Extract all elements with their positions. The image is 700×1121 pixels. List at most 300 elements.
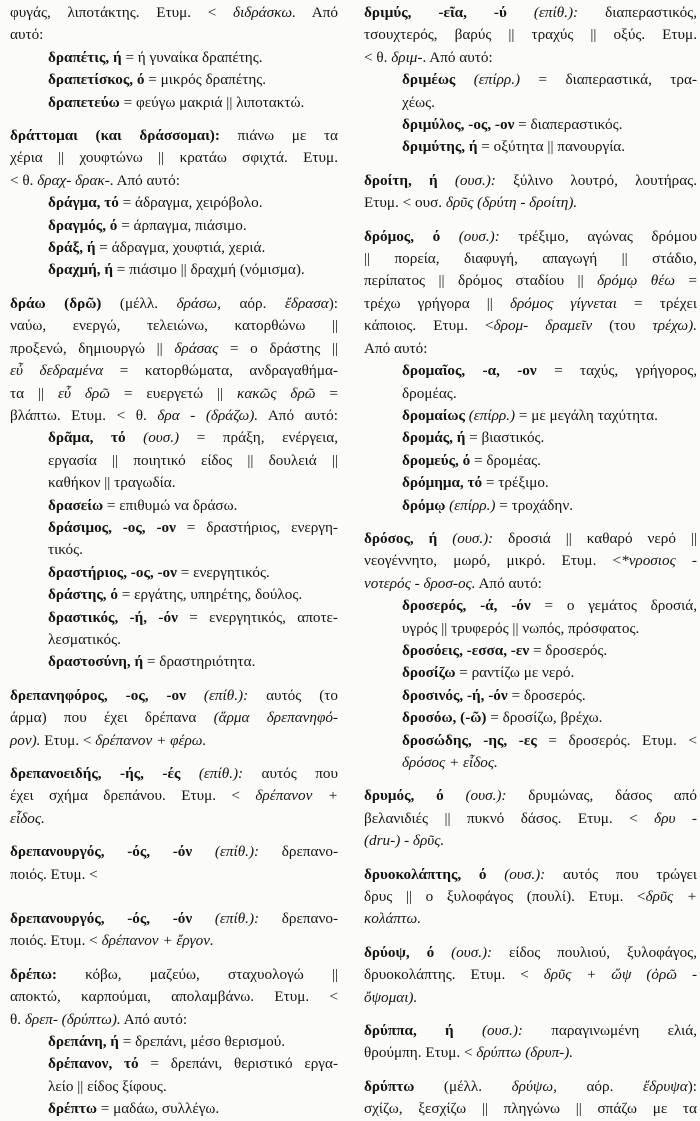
sub-entry-line (364, 69, 697, 91)
entry-spacer (10, 953, 338, 964)
sub-entry-line (364, 92, 697, 114)
entry-line (10, 808, 338, 830)
italic-text: δράσω, (176, 294, 221, 312)
headword: δρασείω (48, 496, 104, 514)
headword: δρύοψ, ό (364, 943, 435, 961)
headword: δρέπω: (10, 965, 57, 983)
definition-text: ναύω, ενεργώ, τελειώνω, κατορθώνω || (10, 317, 338, 335)
sub-entry-line (364, 495, 697, 517)
headword: δρόμῳ (402, 496, 446, 514)
definition-text: = οξύτητα || πανουργία. (477, 138, 626, 156)
italic-text: δρέπανον + (255, 787, 338, 805)
definition-text: σχίζω, ξεσχίζω || πληγώνω || σπάζω με τα (364, 1100, 697, 1118)
definition-text: = τρέχει (616, 294, 697, 312)
definition-text: = ενεργητικός, αποτε- (177, 608, 338, 626)
headword: δρόσος, ή (364, 529, 438, 547)
entry-line (364, 964, 697, 986)
sub-entry-line (10, 651, 338, 673)
italic-text: (ουσ.): (465, 787, 507, 805)
headword: δρεπανουργός, -ός, -όν (10, 843, 193, 861)
definition-text (507, 4, 534, 21)
italic-text: (ουσ.): (481, 1022, 523, 1040)
italic-text: (επίθ.): (198, 765, 244, 782)
definition-text: Από αυτό: (258, 406, 338, 424)
headword: δριμύς, -εῖα, -ύ (364, 4, 507, 21)
definition-text: = φεύγω μακριά || λιποτακτώ. (119, 93, 305, 111)
entry-line (364, 192, 697, 214)
definition-text: ): (328, 294, 338, 312)
definition-text: || πορεία, διαφυγή, απαγωγή || στάδιο, (364, 250, 697, 268)
entry-line (364, 315, 697, 337)
definition-text: = ενεργητικός. (176, 563, 270, 581)
entry-line (364, 908, 697, 930)
definition-text: αόρ. (220, 294, 285, 312)
definition-text: προξενώ, δημιουργώ || (10, 339, 175, 357)
headword: δράω (δρῶ) (10, 294, 102, 312)
definition-text: βλάπτω. Ετυμ. < θ. (10, 406, 158, 424)
entry-line (10, 383, 338, 405)
entry-line (10, 841, 338, 863)
italic-text: κακῶς δρῶ (237, 384, 316, 402)
headword: δρύπτω (364, 1077, 415, 1095)
definition-text: = εργάτης, υπηρέτης, δούλος. (117, 586, 303, 604)
definition-text (455, 71, 473, 88)
definition-text: αόρ. (556, 1077, 643, 1095)
italic-text: (επίρρ.) (468, 406, 516, 424)
sub-entry-line (364, 360, 697, 382)
entry-line (10, 930, 338, 952)
entry-line (10, 864, 338, 886)
headword: δροσίζω (402, 664, 456, 682)
entry-line (364, 2, 697, 24)
entry-line (364, 528, 697, 550)
entry-line (364, 830, 697, 852)
italic-text: (ουσ.): (458, 227, 500, 245)
definition-text: αυτός που (243, 765, 338, 782)
entry-spacer (364, 1009, 697, 1020)
definition-text: = δροσερός. (529, 641, 608, 659)
headword: δραγμός, ό (48, 216, 118, 234)
sub-entry-line (10, 1053, 338, 1075)
definition-text: Από αυτό: (120, 1010, 188, 1028)
definition-text: τα || (10, 384, 58, 402)
definition-text: δρυμώνας, δάσος από (506, 787, 697, 805)
sub-entry-line (364, 730, 697, 752)
headword: δρομεύς, ό (402, 451, 471, 469)
entry-line (10, 315, 338, 337)
italic-text: δρῦς (δρύτη - δροίτη). (445, 194, 578, 212)
headword: δράσιμος, -ος, -ον (48, 518, 176, 536)
definition-text (186, 687, 204, 704)
entry-line (364, 573, 697, 595)
italic-text: (ουσ.) (143, 429, 180, 447)
definition-text: = βιαστικός. (465, 429, 545, 447)
sub-entry-line (364, 707, 697, 729)
sub-entry-line (10, 539, 338, 561)
sub-entry-line (10, 215, 338, 237)
entry-line (10, 125, 338, 147)
definition-text: ξύλινο λουτρό, λουτήρας. (495, 171, 697, 189)
sub-entry-line (10, 1031, 338, 1053)
headword: δριμέως (402, 71, 456, 89)
headword: δραστήριος, -ος, -ον (48, 563, 177, 581)
definition-text: τσουχτερός, βαρύς || τραχύς || οξύς. Ετυμ. (364, 26, 697, 44)
definition-text: < θ. (364, 48, 392, 66)
headword: δρομαῖος, -α, -ον (402, 362, 537, 380)
definition-text: βελανιδιές || πυκνό δάσος. Ετυμ. < (364, 809, 655, 827)
sub-entry-line (10, 562, 338, 584)
headword: δρυοκολάπτης, ό (364, 865, 487, 883)
entry-spacer (10, 114, 338, 125)
headword: δράττομαι (και δράσσομαι): (10, 127, 220, 145)
definition-text (126, 429, 144, 446)
definition-text: = πιάσιμο || δραχμή (νόμισμα). (112, 261, 305, 279)
sub-entry-line (364, 383, 697, 405)
entry-line (10, 24, 338, 46)
definition-text: = ο δράστης || (218, 339, 338, 357)
headword: δρόμος, ό (364, 227, 441, 245)
definition-text: = με μεγάλη ταχύτητα. (515, 406, 658, 424)
definition-text: φυγάς, λιποτάκτης. Ετυμ. < (10, 4, 234, 21)
entry-line (364, 293, 697, 315)
definition-text: Ετυμ. < (40, 731, 96, 749)
definition-text: = ταχύς, γρήγορος, (536, 362, 698, 380)
sub-entry-line (10, 1076, 338, 1098)
definition-text: = διαπεραστικός. (514, 116, 623, 134)
entry-line (364, 1020, 697, 1042)
definition-text (438, 172, 455, 189)
headword: δρέπτω (48, 1100, 97, 1118)
definition-text: = δροσίζω, βρέχω. (486, 709, 603, 727)
sub-entry-line (10, 584, 338, 606)
definition-text: = δρομέας. (470, 451, 541, 469)
definition-text: (μέλλ. (414, 1077, 512, 1095)
definition-text: ποιός. Ετυμ. < (10, 865, 98, 883)
headword: δρεπανοειδής, -ής, -ές (10, 765, 181, 782)
entry-spacer (10, 674, 338, 685)
sub-entry-line (10, 69, 338, 91)
definition-text: καθήκον || τραγωδία. (48, 474, 176, 492)
sub-entry-line (10, 1098, 338, 1120)
entry-line (10, 338, 338, 360)
definition-text: = δραστήριος, ενεργη- (175, 518, 338, 536)
definition-text: αυτός (το (248, 686, 339, 704)
entry-line (10, 147, 338, 169)
entry-spacer (10, 282, 338, 293)
definition-text: είδος πουλιού, ξυλοφάγος, (492, 943, 697, 961)
definition-text: τρέξιμο, αγώνας δρόμου (499, 227, 697, 245)
left-column (10, 2, 338, 1121)
italic-text: (ουσ.): (452, 529, 494, 547)
definition-text: = δραστηριότητα. (143, 653, 256, 671)
entry-line (10, 1009, 338, 1031)
italic-text: (επίρρ.) (449, 496, 496, 514)
entry-line (364, 987, 697, 1009)
entry-line (364, 942, 697, 964)
sub-entry-line (10, 47, 338, 69)
definition-text: χέρια || χουφτώνω || κρατάω σφιχτά. Ετυμ. (10, 149, 338, 167)
entry-spacer (364, 517, 697, 528)
definition-text: Από αυτό: (475, 574, 542, 592)
headword: δρομάς, ή (402, 429, 466, 447)
italic-text: (επίθ.): (214, 843, 260, 861)
definition-text: = πράξη, ενέργεια, (179, 429, 339, 447)
entry-line (364, 550, 697, 572)
sub-entry-line (364, 752, 697, 774)
definition-text: Ετυμ. < ουσ. (364, 194, 446, 212)
italic-text: δρα - (δράζω). (157, 406, 259, 424)
italic-text: δρόμῳ θέω (597, 272, 675, 290)
definition-text: = άδραγμα, χειρόβολο. (118, 194, 263, 212)
italic-text: ἔδρυψα (643, 1077, 688, 1095)
italic-text: δρεπ- (δρύπτω). (24, 1010, 121, 1028)
italic-text: (επίθ.): (533, 4, 579, 21)
entry-line (10, 360, 338, 382)
headword: δρεπανουργός, -ός, -όν (10, 910, 193, 928)
definition-text: παραγινωμένη ελιά, (522, 1022, 698, 1040)
definition-text: λείο || είδος ξίφους. (48, 1077, 167, 1095)
sub-entry-line (364, 427, 697, 449)
definition-text: (του (592, 317, 653, 335)
entry-line (10, 763, 338, 785)
sub-entry-line (10, 517, 338, 539)
italic-text: (επίθ.): (214, 910, 260, 928)
headword: δριμύλος, -ος, -ον (402, 116, 515, 134)
definition-text: = ο γεμάτος δροσιά, (530, 597, 697, 615)
definition-text: = διαπεραστικά, τρα- (520, 71, 697, 89)
definition-text: = ραντίζω με νερό. (455, 664, 575, 682)
italic-text: εἶδος. (10, 809, 45, 827)
sub-entry-line (364, 405, 697, 427)
italic-text: τρέχω). (652, 317, 698, 335)
headword: δροίτη, ή (364, 171, 438, 189)
italic-text: (επίθ.): (203, 686, 249, 704)
italic-text: ἔδρασα (284, 294, 329, 312)
italic-text: δρύψω, (511, 1077, 557, 1095)
headword: δραχμή, ή (48, 261, 113, 279)
italic-text: (ουσ.): (454, 171, 496, 189)
definition-text: έχει σχήμα δρεπάνου. Ετυμ. < (10, 787, 256, 805)
italic-text: διδράσκω. (233, 4, 296, 21)
definition-text: πιάνω με τα (219, 127, 338, 145)
definition-text: (μέλλ. (101, 294, 177, 312)
sub-entry-line (10, 192, 338, 214)
definition-text: = δροσερός. Ετυμ. < (536, 731, 697, 749)
definition-text: κάποιος. Ετυμ. < (364, 317, 494, 335)
entry-line (364, 808, 697, 830)
sub-entry-line (10, 495, 338, 517)
entry-spacer (10, 897, 338, 908)
definition-text: δρυς || ο ξυλοφάγος (πουλί). Ετυμ. < (364, 888, 646, 906)
entry-line (10, 685, 338, 707)
definition-text: = κατορθώματα, ανδραγαθήμα- (103, 362, 338, 380)
headword: δράστης, ό (48, 586, 118, 604)
entry-line (364, 1098, 697, 1120)
definition-text: κόβω, μαζεύω, σταχυολογώ || (56, 965, 338, 983)
italic-text: δρομ- δραμεῖν (493, 317, 593, 335)
definition-text: = άδραγμα, χουφτιά, χεριά. (95, 239, 266, 257)
entry-line (364, 886, 697, 908)
sub-entry-line (364, 136, 697, 158)
italic-text: δρυ - (654, 809, 697, 827)
headword: δράξ, ή (48, 239, 96, 257)
sub-entry-line (10, 607, 338, 629)
entry-line (10, 986, 338, 1008)
definition-text (192, 843, 215, 860)
entry-line (10, 707, 338, 729)
entry-line (364, 270, 697, 292)
definition-text: δρομέας. (402, 384, 457, 402)
sub-entry-line (364, 662, 697, 684)
headword: δραπετεύω (48, 93, 120, 111)
italic-text: ρον). (10, 731, 41, 749)
definition-text: = δροσερός. (507, 686, 586, 704)
definition-text: = τροχάδην. (495, 496, 573, 514)
definition-text: = τρέξιμο. (482, 474, 549, 492)
definition-text: εργασία || ποιητικό είδος || δουλειά || (48, 451, 338, 469)
italic-text: δρέπανον + φέρω. (95, 731, 207, 749)
headword: δρεπάνη, ή (48, 1033, 119, 1051)
definition-text: χέως. (402, 93, 435, 111)
entry-spacer (364, 1065, 697, 1076)
definition-text: Από (295, 4, 338, 21)
definition-text: = επιθυμώ να δράσω. (103, 496, 238, 514)
italic-text: εὖ δεδραμένα (10, 362, 104, 380)
italic-text: (ἅρμα δρεπανηφό- (213, 709, 338, 727)
definition-text: δρεπανο- (259, 843, 338, 861)
entry-line (10, 785, 338, 807)
entry-line (10, 964, 338, 986)
definition-text: < θ. (10, 171, 38, 189)
definition-text: υγρός || τρυφερός || νωπός, πρόσφατος. (402, 619, 640, 637)
definition-text (180, 765, 198, 782)
sub-entry-line (10, 92, 338, 114)
entry-spacer (364, 774, 697, 785)
sub-entry-line (364, 640, 697, 662)
entry-line (10, 730, 338, 752)
entry-line (364, 785, 697, 807)
definition-text: . Από αυτό: (109, 171, 180, 189)
italic-text: ὄψομαι). (364, 988, 418, 1006)
headword: δραπέτις, ή (48, 48, 122, 66)
entry-line (364, 1042, 697, 1064)
definition-text: = (674, 272, 697, 290)
entry-line (10, 170, 338, 192)
entry-spacer (364, 931, 697, 942)
entry-line (364, 24, 697, 46)
entry-line (10, 908, 338, 930)
sub-entry-line (364, 595, 697, 617)
entry-spacer (10, 752, 338, 763)
italic-text: δρόμος γίγνεται (509, 294, 617, 312)
italic-text: κολάπτω. (364, 910, 421, 928)
definition-text (444, 787, 466, 804)
sub-entry-line (10, 450, 338, 472)
headword: δρᾶμα, τό (48, 429, 126, 447)
definition-text: δροσιά || καθαρό νερό || (493, 529, 697, 547)
entry-line (10, 405, 338, 427)
italic-text: δρόσος + εἶδος. (402, 754, 498, 771)
headword: δροσώδης, -ης, -ες (402, 731, 537, 749)
entry-spacer (10, 886, 338, 897)
entry-line (364, 226, 697, 248)
definition-text: = μαδάω, συλλέγω. (96, 1100, 220, 1118)
headword: δροσερός, -ά, -όν (402, 597, 531, 615)
headword: δράγμα, τό (48, 194, 119, 212)
italic-text: δραχ- δρακ- (37, 171, 110, 189)
headword: δραπετίσκος, ό (48, 71, 145, 89)
italic-text: δρέπανον + ἔργον. (101, 932, 214, 950)
definition-text: = μικρός δραπέτης. (144, 71, 267, 89)
entry-line (364, 1076, 697, 1098)
italic-text: δρῦς + ὤψ (ὀρῶ - (543, 966, 698, 984)
entry-spacer (364, 215, 697, 226)
italic-text: δρῦς + (645, 888, 697, 906)
definition-text: διαπεραστικός, (578, 4, 697, 21)
headword: δρύππα, ή (364, 1022, 454, 1040)
sub-entry-line (364, 114, 697, 136)
definition-text: αυτός που τρώγει (545, 865, 697, 883)
entry-line (364, 170, 697, 192)
headword: δριμύτης, ή (402, 138, 478, 156)
definition-text: = άρπαγμα, πιάσιμο. (117, 216, 247, 234)
sub-entry-line (364, 618, 697, 640)
headword: δρόμημα, τό (402, 474, 483, 492)
definition-text: = ευεργετώ || (109, 384, 238, 402)
definition-text (434, 944, 451, 961)
sub-entry-line (364, 472, 697, 494)
italic-text: δρύπτω (δρυπ-). (476, 1044, 574, 1062)
definition-text: τικός. (48, 541, 83, 559)
entry-spacer (10, 830, 338, 841)
italic-text: (επίρρ.) (473, 71, 521, 89)
entry-line (364, 338, 697, 360)
entry-line (364, 47, 697, 69)
headword: δροσόω, (-ῶ) (402, 709, 487, 727)
entry-line (10, 2, 338, 24)
definition-text: = (315, 384, 338, 402)
headword: δρυμός, ό (364, 787, 444, 805)
definition-text: δρεπανο- (259, 910, 338, 928)
definition-text: λεσματικός. (48, 630, 121, 648)
definition-text: αυτό: (10, 26, 44, 44)
entry-spacer (364, 853, 697, 864)
definition-text: = δρεπάνι, θεριστικό εργα- (138, 1055, 339, 1073)
italic-text: δριμ- (391, 48, 423, 66)
headword: δρεπανηφόρος, -ος, -ον (10, 686, 186, 704)
sub-entry-line (10, 259, 338, 281)
right-column (364, 2, 697, 1121)
definition-text: θ. (10, 1010, 25, 1028)
definition-text: θρούμπη. Ετυμ. < (364, 1044, 477, 1062)
definition-text: τρέχω γρήγορα || (364, 294, 510, 312)
italic-text: (ουσ.): (451, 943, 493, 961)
definition-text (437, 530, 452, 547)
headword: δραστοσύνη, ή (48, 653, 144, 671)
sub-entry-line (10, 472, 338, 494)
entry-line (364, 248, 697, 270)
italic-text: (ουσ.): (504, 865, 546, 883)
sub-entry-line (10, 237, 338, 259)
headword: δραστικός, -ή, -όν (48, 608, 178, 626)
definition-text: ): (687, 1077, 697, 1095)
italic-text: *νροσιος - (621, 552, 697, 570)
italic-text: (dru-) - δρῦς. (364, 832, 445, 850)
definition-text: = ή γυναίκα δραπέτης. (121, 48, 263, 66)
definition-text: περίπατος || δρόμος σταδίου || (364, 272, 598, 290)
definition-text: Από αυτό: (364, 339, 428, 357)
definition-text: = δρεπάνι, μέσο θερισμού. (118, 1033, 286, 1051)
